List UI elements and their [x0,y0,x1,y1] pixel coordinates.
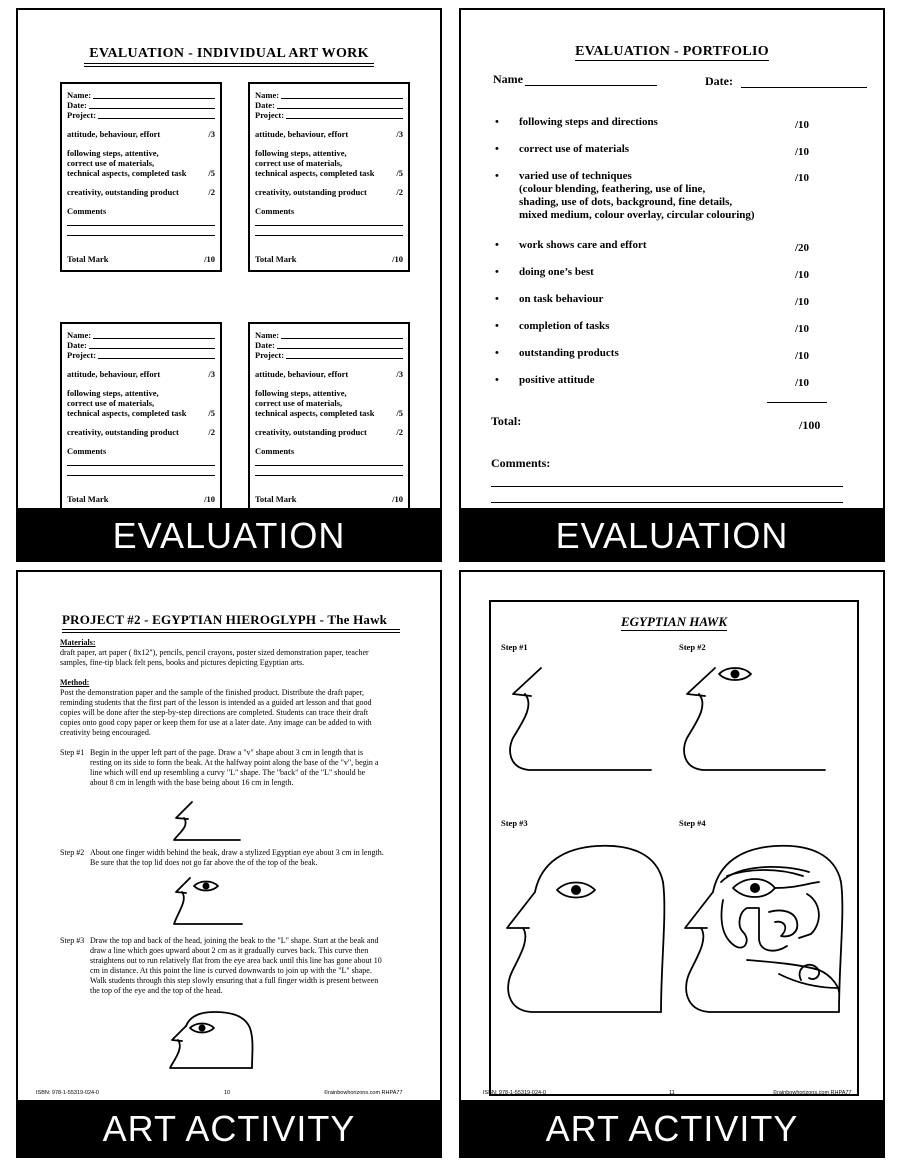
page-evaluation-individual [16,8,442,562]
criterion-score: /10 [795,296,810,308]
hawk-step-1-drawing [505,664,655,774]
criterion-score: /10 [795,172,810,184]
step-2-drawing [172,876,252,928]
hawk-step-4-drawing [679,842,849,1018]
method-line: copies will be done after the step-by-step directions are completed. Students can trace their draft [60,708,369,717]
section-banner: EVALUATION [461,508,883,560]
criterion-row: creativity, outstanding product /2 [67,187,215,197]
total-score: /100 [799,418,821,432]
materials-heading: Materials: [60,638,96,647]
bullet: • [495,320,499,332]
criterion-row: creativity, outstanding product /2 [67,427,215,437]
page-egyptian-hawk [459,570,885,1158]
comment-line [491,502,843,503]
date-field: Date: [67,100,215,110]
step-label: Step #3 [501,818,528,828]
name-field: Name: [67,90,215,100]
step-label: Step #4 [679,818,706,828]
hawk-step-2-drawing [679,664,829,774]
date-field: Date: [705,74,867,89]
evaluation-card [60,322,222,512]
drawing-frame [489,600,859,1096]
method-line: copies onto good copy paper or keep them for use at a later date. Any image can be added to with [60,718,372,727]
project-field: Project: [255,350,403,360]
name-field: Name: [255,90,403,100]
comment-line [67,456,215,466]
bullet: • [495,347,499,359]
criterion-score: /10 [795,269,810,281]
comments-label: Comments [67,446,107,456]
project-field: Project: [255,110,403,120]
section-banner: ART ACTIVITY [461,1100,883,1156]
criterion-row: following steps, attentive, correct use of materials, technical aspects, completed task /5 [255,388,403,418]
comments-label: Comments: [491,456,551,470]
comment-line [255,466,403,476]
project-field: Project: [67,350,215,360]
hawk-step-3-drawing [501,842,671,1018]
criterion-score: /10 [795,146,810,158]
total-mark-row: Total Mark /10 [67,494,215,504]
criterion-row: attitude, behaviour, effort /3 [255,129,403,139]
materials-section [60,638,420,668]
total-mark-row: Total Mark /10 [255,254,403,264]
page-title: EVALUATION - INDIVIDUAL ART WORK [84,46,374,64]
criterion-label: work shows care and effort [519,239,647,251]
section-banner: EVALUATION [18,508,440,560]
comment-line [255,216,403,226]
comment-line [255,456,403,466]
bullet: • [495,143,499,155]
bullet: • [495,293,499,305]
bullet: • [495,266,499,278]
name-field: Name: [67,330,215,340]
criterion-row: creativity, outstanding product /2 [255,187,403,197]
step-label: Step #1 [501,642,528,652]
footer-page-number: 11 [669,1090,675,1096]
evaluation-card [248,322,410,512]
total-mark-row: Total Mark /10 [255,494,403,504]
date-field: Date: [255,340,403,350]
criterion-row: following steps, attentive, correct use of materials, technical aspects, completed task /5 [67,148,215,178]
footer-isbn: ISBN: 978-1-55319-024-0 [483,1090,546,1096]
comment-line [67,216,215,226]
criterion-label: following steps and directions [519,116,658,128]
method-line: Post the demonstration paper and the sample of the finished product. Distribute the draft paper, [60,688,365,697]
method-section [60,678,420,738]
evaluation-card [248,82,410,272]
criterion-row: following steps, attentive, correct use of materials, technical aspects, completed task /5 [255,148,403,178]
criterion-label: outstanding products [519,347,619,359]
method-line: reminding students that the first part of the lesson is intended as a guided art lesson and that good [60,698,372,707]
materials-line: draft paper, art paper ( 8x12"), pencils, pencil crayons, poster sized demonstration paper, teacher [60,648,369,657]
criterion-score: /20 [795,242,810,254]
page-title: PROJECT #2 - EGYPTIAN HIEROGLYPH - The Hawk [62,612,400,630]
footer-page-number: 10 [224,1090,231,1096]
name-field: Name: [255,330,403,340]
total-rule [767,402,827,403]
criterion-row: attitude, behaviour, effort /3 [67,129,215,139]
criterion-row: attitude, behaviour, effort /3 [255,369,403,379]
comment-line [255,226,403,236]
step-3-text: Step #3 Draw the top and back of the head, joining the beak to the "L" shape. Start at the beak and draw a line which goes upward about 2 cm as it gradually curves back. This curve then straightens out to run relatively flat from the eye area back until this line has gone about 10 cm in distance. At this point the line is curved downwards to join up with the "L" shape. Walk students through this step slowly ensuring that a full finger width is present between the top of the eye and the top of the head. [60,936,382,995]
comment-line [491,486,843,487]
footer-isbn: ISBN: 978-1-55319-024-0 [36,1090,99,1096]
bullet: • [495,239,499,251]
comment-line [67,226,215,236]
date-field: Date: [255,100,403,110]
comment-line [67,466,215,476]
criterion-row: attitude, behaviour, effort /3 [67,369,215,379]
page-project-hawk [16,570,442,1158]
page-title: EGYPTIAN HAWK [620,614,728,629]
bullet: • [495,374,499,386]
criterion-row: creativity, outstanding product /2 [255,427,403,437]
step-3-drawing [164,1008,260,1072]
criterion-row: following steps, attentive, correct use of materials, technical aspects, completed task /5 [67,388,215,418]
method-line: creativity being encouraged. [60,728,151,737]
footer-copyright: ©rainbowhorizons.com RHPA77 [773,1090,852,1096]
footer-copyright: ©rainbowhorizons.com RHPA77 [324,1090,403,1096]
criterion-score: /10 [795,323,810,335]
comments-label: Comments [255,446,295,456]
criterion-label: on task behaviour [519,293,604,305]
date-field: Date: [67,340,215,350]
bullet: • [495,170,499,182]
comments-label: Comments [67,206,107,216]
step-1-drawing [170,800,250,842]
method-heading: Method: [60,678,90,687]
section-banner: ART ACTIVITY [18,1100,440,1156]
bullet: • [495,116,499,128]
page-evaluation-portfolio [459,8,885,562]
step-2-text: Step #2 About one finger width behind the beak, draw a stylized Egyptian eye about 3 cm in length. Be sure that the top lid does not go far above the of the top of the beak. [60,848,384,867]
project-field: Project: [67,110,215,120]
evaluation-card [60,82,222,272]
comments-label: Comments [255,206,295,216]
criterion-score: /10 [795,119,810,131]
criterion-score: /10 [795,350,810,362]
materials-line: samples, fine-tip black felt pens, books and pictures depicting Egyptian arts. [60,658,305,667]
criterion-label: correct use of materials [519,143,630,155]
criterion-label: positive attitude [519,374,595,386]
step-label: Step #2 [679,642,706,652]
total-mark-row: Total Mark /10 [67,254,215,264]
criterion-label: doing one’s best [519,266,594,278]
name-field: Name [493,72,657,87]
criterion-score: /10 [795,377,810,389]
criterion-label: varied use of techniques (colour blending, feathering, use of line, shading, use of dots, background, fine details, mixed medium, colour overlay, circular colouring) [519,170,755,221]
criterion-label: completion of tasks [519,320,610,332]
step-1-text: Step #1 Begin in the upper left part of the page. Draw a "v" shape about 3 cm in length that is resting on its side to form the beak. At the halfway point along the base of the "v", begin a line which will end up resembling a curvy "L" shape. The "back" of the "L" should be about 8 cm in length with the base being about 16 cm in length. [60,748,379,787]
total-label: Total: [491,414,522,428]
page-title: EVALUATION - PORTFOLIO [575,44,769,59]
